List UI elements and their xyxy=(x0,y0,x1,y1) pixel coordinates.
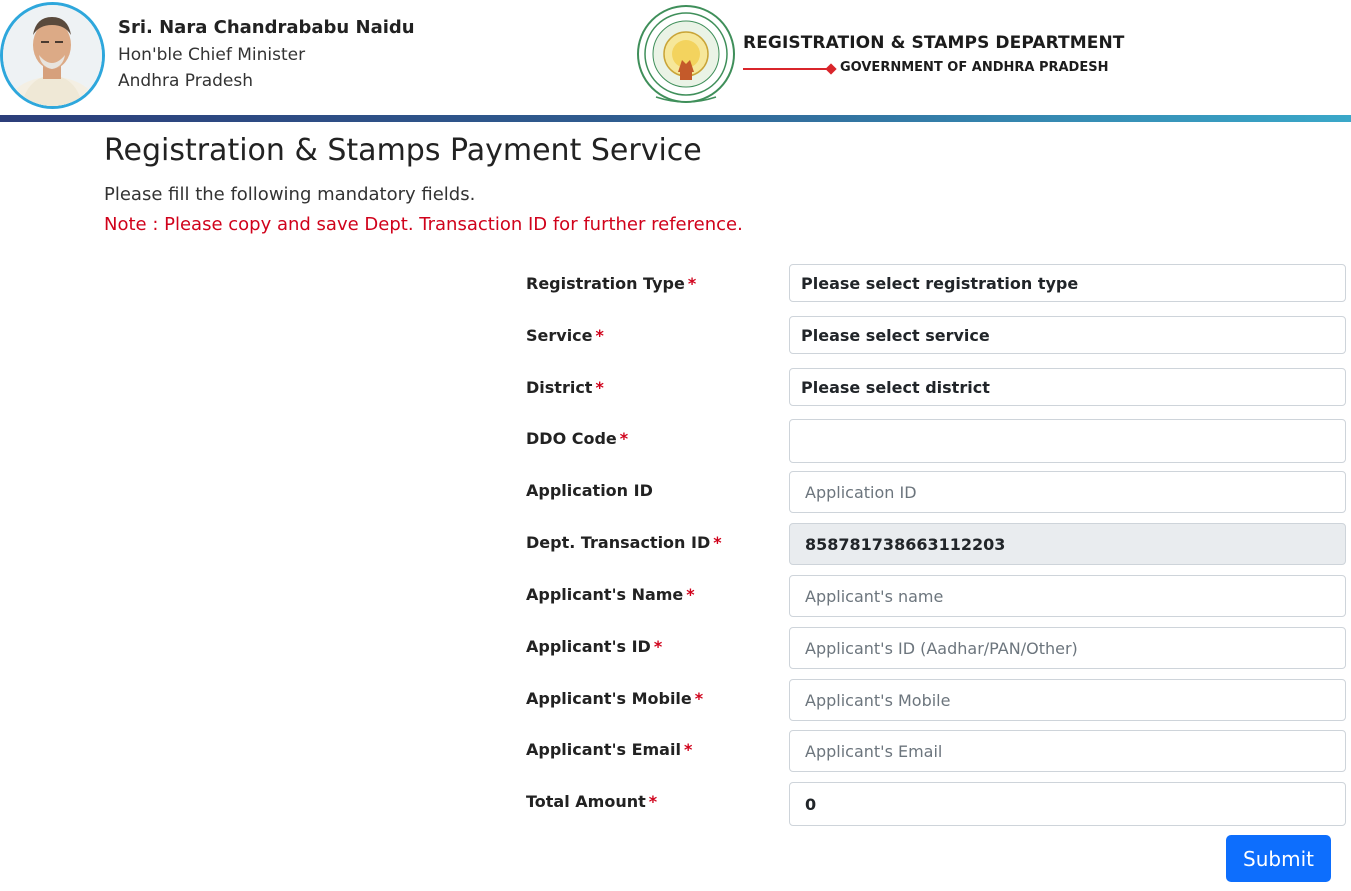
ddo-code-label xyxy=(526,429,628,448)
site-header xyxy=(0,0,1351,116)
ddo-code-label-text: DDO Code xyxy=(526,429,617,448)
required-marker: * xyxy=(713,533,722,552)
district-label xyxy=(526,378,604,397)
application-id-input[interactable] xyxy=(789,471,1346,513)
required-marker: * xyxy=(653,637,663,656)
department-divider-line xyxy=(743,68,833,70)
applicant-email-label-text: Applicant's Email xyxy=(526,740,681,759)
district-row xyxy=(526,368,1346,410)
service-label-text: Service xyxy=(526,326,593,345)
application-id-label: Application ID xyxy=(526,481,653,500)
diamond-icon xyxy=(825,63,836,74)
department-subtitle: GOVERNMENT OF ANDHRA PRADESH xyxy=(840,60,1109,75)
required-marker: * xyxy=(595,378,604,397)
registration-type-row xyxy=(526,264,1346,306)
applicant-mobile-label-text: Applicant's Mobile xyxy=(526,689,692,708)
applicant-name-label xyxy=(526,585,695,604)
applicant-email-label xyxy=(526,740,692,759)
chief-minister-name: Sri. Nara Chandrababu Naidu xyxy=(118,17,415,38)
header-gradient-bar xyxy=(0,115,1351,122)
required-marker: * xyxy=(694,689,704,708)
andhra-pradesh-emblem-icon xyxy=(636,2,736,110)
total-amount-input[interactable] xyxy=(789,782,1346,826)
applicant-email-row xyxy=(526,730,1346,772)
required-marker: * xyxy=(687,274,697,293)
applicant-mobile-row xyxy=(526,679,1346,721)
district-label-text: District xyxy=(526,378,593,397)
service-select[interactable]: Please select service xyxy=(789,316,1346,354)
dept-transaction-id-input[interactable] xyxy=(789,523,1346,565)
chief-minister-avatar xyxy=(0,2,105,109)
applicant-mobile-label xyxy=(526,689,703,708)
page-title: Registration & Stamps Payment Service xyxy=(104,133,702,168)
total-amount-label-text: Total Amount xyxy=(526,792,646,811)
application-id-row xyxy=(526,471,1346,513)
service-row xyxy=(526,316,1346,358)
total-amount-row xyxy=(526,782,1346,824)
required-marker: * xyxy=(648,792,658,811)
applicant-mobile-input[interactable] xyxy=(789,679,1346,721)
instruction-text: Please fill the following mandatory fields. xyxy=(104,184,476,205)
transaction-note: Note : Please copy and save Dept. Transaction ID for further reference. xyxy=(104,214,743,235)
required-marker: * xyxy=(619,429,629,448)
applicant-name-input[interactable] xyxy=(789,575,1346,617)
total-amount-label xyxy=(526,792,657,811)
applicant-id-label xyxy=(526,637,662,656)
applicant-name-label-text: Applicant's Name xyxy=(526,585,684,604)
ddo-code-input[interactable] xyxy=(789,419,1346,463)
registration-type-label xyxy=(526,274,696,293)
required-marker: * xyxy=(686,585,695,604)
applicant-id-row xyxy=(526,627,1346,669)
applicant-email-input[interactable] xyxy=(789,730,1346,772)
registration-type-label-text: Registration Type xyxy=(526,274,685,293)
dept-transaction-id-row xyxy=(526,523,1346,565)
submit-button[interactable]: Submit xyxy=(1226,835,1331,882)
applicant-id-label-text: Applicant's ID xyxy=(526,637,651,656)
required-marker: * xyxy=(683,740,693,759)
district-select[interactable]: Please select district xyxy=(789,368,1346,406)
required-marker: * xyxy=(595,326,604,345)
registration-type-select[interactable]: Please select registration type xyxy=(789,264,1346,302)
ddo-code-row xyxy=(526,419,1346,461)
service-label xyxy=(526,326,604,345)
chief-minister-title: Hon'ble Chief Minister xyxy=(118,45,306,65)
department-title: REGISTRATION & STAMPS DEPARTMENT xyxy=(743,33,1125,53)
chief-minister-state: Andhra Pradesh xyxy=(118,71,254,91)
applicant-id-input[interactable] xyxy=(789,627,1346,669)
dept-transaction-id-label-text: Dept. Transaction ID xyxy=(526,533,711,552)
applicant-name-row xyxy=(526,575,1346,617)
dept-transaction-id-label xyxy=(526,533,722,552)
